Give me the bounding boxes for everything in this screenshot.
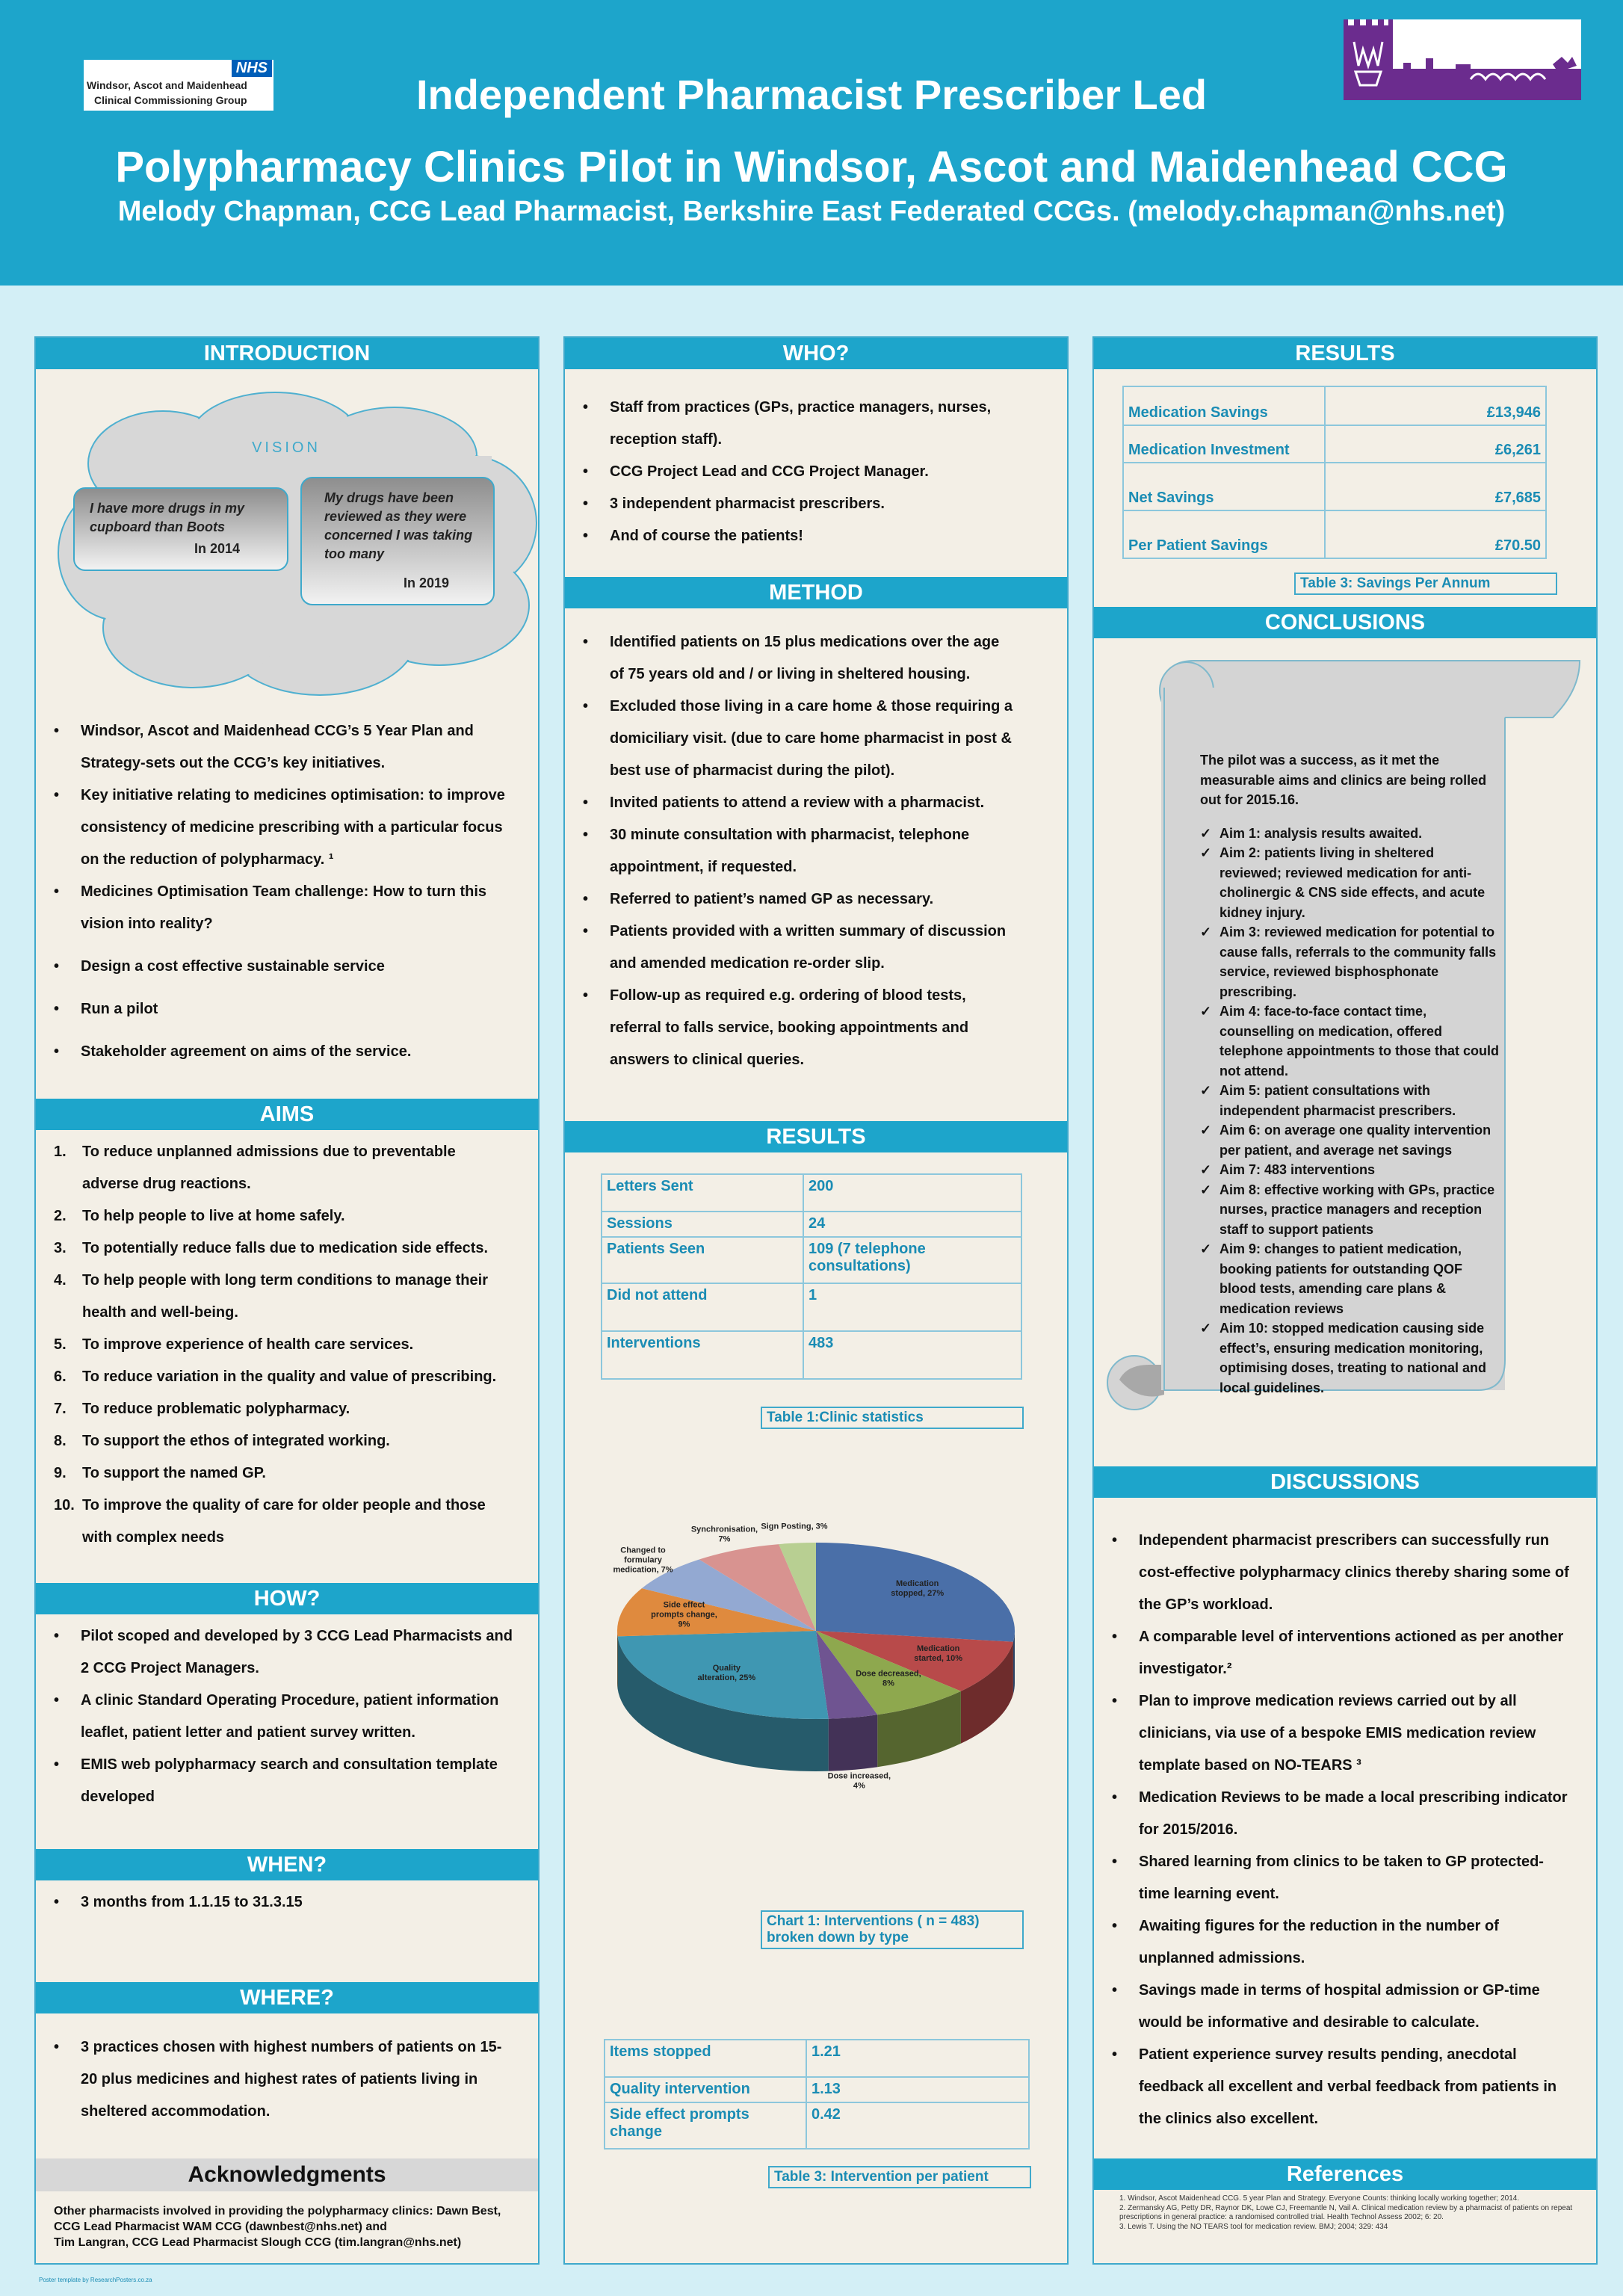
- chart1-caption: [761, 1910, 1024, 1949]
- footer-credit: Poster template by ResearchPosters.co.za: [39, 2277, 152, 2283]
- table-row: Items stopped 1.21: [605, 2040, 1029, 2077]
- poster-author: Melody Chapman, CCG Lead Pharmacist, Berkshire East Federated CCGs. (melody.chapman@nhs.net): [117, 196, 1506, 227]
- list-item: 9. To support the named GP.: [54, 1465, 266, 1481]
- list-item: • Follow-up as required e.g. ordering of blood tests, referral to falls service, booking appointments and answers to clinical queries.: [565, 980, 1013, 1076]
- list-item: ✓ Aim 9: changes to patient medication, booking patients for outstanding QOF blood tests, amending care plans & medication reviews: [1200, 1239, 1499, 1318]
- list-item: • Staff from practices (GPs, practice managers, nurses, reception staff).: [565, 392, 1013, 456]
- list-item: • Identified patients on 15 plus medications over the age of 75 years old and / or living in sheltered housing.: [565, 626, 1013, 691]
- acknowledgments-line1: Other pharmacists involved in providing the polypharmacy clinics: Dawn Best, CCG Lead Pharmacist WAM CCG (dawnbest@nhs.net) and: [54, 2205, 501, 2233]
- reference-item: 2. Zermansky AG, Petty DR, Raynor DK, Lowe CJ, Freemantle N, Vail A. Clinical medication review by a pharmacist of patients on repeat prescriptions in general practice: a randomised controlled trial. Health Technol Assess 2002; 6: 20.: [1119, 2203, 1573, 2221]
- list-item: 1. To reduce unplanned admissions due to preventable adverse drug reactions.: [54, 1144, 456, 1192]
- table3-caption: Table 3: Intervention per patient: [768, 2166, 1031, 2188]
- list-item: • A comparable level of interventions actioned as per another investigator.²: [1094, 1621, 1572, 1685]
- list-item: 10. To improve the quality of care for older people and those with complex needs: [54, 1497, 486, 1546]
- list-item: • A clinic Standard Operating Procedure, patient information leaflet, patient letter and patient survey written.: [36, 1685, 514, 1749]
- table1-caption: Table 1:Clinic statistics: [761, 1407, 1024, 1429]
- list-item: • Key initiative relating to medicines optimisation: to improve consistency of medicine prescribing with a particular focus on the reduction of polypharmacy. ¹: [36, 780, 507, 876]
- list-item: ✓ Aim 3: reviewed medication for potential to cause falls, referrals to the community falls service, reviewed bisphosphonate prescribing.: [1200, 922, 1499, 1002]
- conclusions-aims-list: [1200, 824, 1499, 1398]
- when-list: [36, 1886, 514, 1919]
- poster-title-line1: Independent Pharmacist Prescriber Led: [415, 71, 1208, 118]
- when-heading: WHEN?: [36, 1849, 538, 1880]
- who-list: [565, 392, 1013, 552]
- list-item: • Windsor, Ascot and Maidenhead CCG’s 5 Year Plan and Strategy-sets out the CCG’s key initiatives.: [36, 715, 507, 780]
- conclusions-heading: CONCLUSIONS: [1094, 607, 1596, 638]
- savings-caption: Table 3: Savings Per Annum: [1294, 573, 1557, 595]
- list-item: • Shared learning from clinics to be taken to GP protected-time learning event.: [1094, 1846, 1572, 1910]
- list-item: • Patient experience survey results pending, anecdotal feedback all excellent and verbal feedback from patients in the clinics also excellent.: [1094, 2039, 1572, 2135]
- table-row: Net Savings £7,685: [1123, 463, 1546, 510]
- list-item: • Savings made in terms of hospital admission or GP-time would be informative and desirable to calculate.: [1094, 1975, 1572, 2039]
- quote-2019: [300, 477, 495, 605]
- list-item: • Stakeholder agreement on aims of the service.: [36, 1036, 507, 1068]
- savings-table: [1122, 386, 1547, 559]
- list-item: • 3 months from 1.1.15 to 31.3.15: [36, 1886, 514, 1919]
- quote-2014-text: I have more drugs in my cupboard than Boots: [90, 501, 245, 534]
- discussions-heading: DISCUSSIONS: [1094, 1466, 1596, 1498]
- pie-label: Dose increased, 4%: [827, 1771, 891, 1791]
- interventions-pie-chart: [595, 1504, 1043, 1818]
- list-item: 6. To reduce variation in the quality and value of prescribing.: [54, 1368, 497, 1385]
- quote-2019-text: My drugs have been reviewed as they were concerned I was taking too many: [324, 490, 473, 561]
- table-row: Medication Savings £13,946: [1123, 386, 1546, 425]
- where-list: [36, 2031, 514, 2128]
- acknowledgments-line2: Tim Langran, CCG Lead Pharmacist Slough CCG (tim.langran@nhs.net): [54, 2236, 462, 2249]
- ccg-logo-line1: Windsor, Ascot and Maidenhead: [87, 79, 247, 91]
- list-item: 7. To reduce problematic polypharmacy.: [54, 1401, 350, 1417]
- list-item: • Medication Reviews to be made a local prescribing indicator for 2015/2016.: [1094, 1782, 1572, 1846]
- list-item: 8. To support the ethos of integrated working.: [54, 1433, 390, 1449]
- pie-label: Sign Posting, 3%: [761, 1522, 828, 1531]
- how-heading: HOW?: [36, 1583, 538, 1614]
- pie-label: Side effect prompts change, 9%: [651, 1600, 717, 1629]
- pie-slice-side: [617, 1631, 618, 1688]
- discussions-list: [1094, 1525, 1572, 2135]
- method-list: [565, 626, 1013, 1076]
- reference-item: 1. Windsor, Ascot Maidenhead CCG. 5 year Plan and Strategy. Everyone Counts: thinking locally working together; 2014.: [1119, 2194, 1520, 2203]
- pie-slice-side: [829, 1715, 877, 1771]
- table-row: Did not attend 1: [602, 1283, 1021, 1331]
- who-heading: WHO?: [565, 338, 1067, 369]
- list-item: • CCG Project Lead and CCG Project Manager.: [565, 456, 1013, 488]
- list-item: • Medicines Optimisation Team challenge: How to turn this vision into reality?: [36, 876, 507, 940]
- table-row: Per Patient Savings £70.50: [1123, 510, 1546, 558]
- list-item: 5. To improve experience of health care services.: [54, 1336, 414, 1353]
- list-item: • And of course the patients!: [565, 520, 1013, 552]
- table-row: Side effect prompts change 0.42: [605, 2102, 1029, 2149]
- conclusions-text: [1200, 750, 1499, 1398]
- reference-item: 3. Lewis T. Using the NO TEARS tool for medication review. BMJ; 2004; 329: 434: [1119, 2222, 1388, 2231]
- list-item: • 3 practices chosen with highest numbers of patients on 15-20 plus medicines and highest rates of patients living in sheltered accommodation.: [36, 2031, 514, 2128]
- pie-label: Medication started, 10%: [914, 1644, 963, 1664]
- method-heading: METHOD: [565, 577, 1067, 608]
- aims-heading: AIMS: [36, 1099, 538, 1130]
- list-item: • Independent pharmacist prescribers can successfully run cost-effective polypharmacy clinics thereby sharing some of the GP’s workload.: [1094, 1525, 1572, 1621]
- list-item: • Referred to patient’s named GP as necessary.: [565, 883, 1013, 916]
- list-item: • 30 minute consultation with pharmacist, telephone appointment, if requested.: [565, 819, 1013, 883]
- list-item: • EMIS web polypharmacy search and consultation template developed: [36, 1749, 514, 1813]
- list-item: ✓ Aim 1: analysis results awaited.: [1200, 824, 1499, 844]
- references-list: [1119, 2194, 1581, 2232]
- vision-label: VISION: [252, 439, 321, 456]
- results-savings-heading: RESULTS: [1094, 338, 1596, 369]
- list-item: ✓ Aim 5: patient consultations with independent pharmacist prescribers.: [1200, 1081, 1499, 1120]
- where-heading: WHERE?: [36, 1982, 538, 2013]
- list-item: 2. To help people to live at home safely.: [54, 1208, 345, 1224]
- poster-title-line2: Polypharmacy Clinics Pilot in Windsor, Ascot and Maidenhead CCG: [115, 143, 1508, 191]
- list-item: • Run a pilot: [36, 993, 507, 1025]
- chart1-caption-line2: broken down by type: [767, 1930, 909, 1945]
- list-item: ✓ Aim 8: effective working with GPs, practice nurses, practice managers and reception staff to support patients: [1200, 1180, 1499, 1240]
- references-heading: References: [1094, 2158, 1596, 2190]
- list-item: ✓ Aim 2: patients living in sheltered reviewed; reviewed medication for anti-cholinergic & CNS side effects, and acute kidney injury.: [1200, 843, 1499, 922]
- list-item: • Patients provided with a written summary of discussion and amended medication re-order slip.: [565, 916, 1013, 980]
- aims-list: [36, 1136, 514, 1554]
- quote-2014-year: In 2014: [194, 541, 241, 556]
- middle-column: [563, 336, 1069, 2265]
- pie-label: Synchronisation, 7%: [690, 1525, 758, 1544]
- pie-label: Dose decreased, 8%: [856, 1669, 921, 1688]
- table-row: Patients Seen 109 (7 telephone consultations): [602, 1237, 1021, 1283]
- list-item: ✓ Aim 7: 483 interventions: [1200, 1160, 1499, 1180]
- introduction-list: [36, 715, 507, 1068]
- results-heading: RESULTS: [565, 1121, 1067, 1152]
- list-item: • Excluded those living in a care home & those requiring a domiciliary visit. (due to care home pharmacist in post & best use of pharmacist during the pilot).: [565, 691, 1013, 787]
- intervention-per-patient-table: [604, 2039, 1030, 2150]
- ccg-logo-line2: Clinical Commissioning Group: [94, 94, 247, 106]
- acknowledgments-text: [54, 2203, 523, 2250]
- table-row: Quality intervention 1.13: [605, 2077, 1029, 2102]
- table-row: Letters Sent 200: [602, 1174, 1021, 1212]
- table-row: Interventions 483: [602, 1331, 1021, 1379]
- list-item: ✓ Aim 6: on average one quality intervention per patient, and average net savings: [1200, 1120, 1499, 1160]
- list-item: ✓ Aim 4: face-to-face contact time, counselling on medication, offered telephone appointments to those that could not attend.: [1200, 1002, 1499, 1081]
- quote-2014: [73, 487, 288, 571]
- table-row: Sessions 24: [602, 1212, 1021, 1237]
- list-item: • Plan to improve medication reviews carried out by all clinicians, via use of a bespoke EMIS medication review template based on NO-TEARS ³: [1094, 1685, 1572, 1782]
- list-item: • Invited patients to attend a review with a pharmacist.: [565, 787, 1013, 819]
- pie-label: Quality alteration, 25%: [697, 1664, 756, 1683]
- list-item: 4. To help people with long term conditions to manage their health and well-being.: [54, 1272, 488, 1321]
- pie-label: Medication stopped, 27%: [891, 1578, 945, 1598]
- castle-logo: [1344, 19, 1581, 100]
- table-row: Medication Investment £6,261: [1123, 425, 1546, 463]
- quote-2019-year: In 2019: [404, 575, 450, 590]
- list-item: • Pilot scoped and developed by 3 CCG Lead Pharmacists and 2 CCG Project Managers.: [36, 1620, 514, 1685]
- left-column: [34, 336, 540, 2265]
- chart1-caption-line1: Chart 1: Interventions ( n = 483): [767, 1913, 980, 1929]
- list-item: ✓ Aim 10: stopped medication causing side effect’s, ensuring medication monitoring, optimising doses, treating to national and local guidelines.: [1200, 1318, 1499, 1398]
- list-item: • Awaiting figures for the reduction in the number of unplanned admissions.: [1094, 1910, 1572, 1975]
- conclusions-lead: The pilot was a success, as it met the measurable aims and clinics are being rolled out for 2015.16.: [1200, 753, 1487, 807]
- list-item: • 3 independent pharmacist prescribers.: [565, 488, 1013, 520]
- how-list: [36, 1620, 514, 1813]
- clinic-stats-table: [601, 1173, 1022, 1380]
- pie-label: Changed to formulary medication, 7%: [613, 1546, 673, 1575]
- list-item: 3. To potentially reduce falls due to medication side effects.: [54, 1240, 489, 1256]
- list-item: • Design a cost effective sustainable service: [36, 951, 507, 983]
- introduction-heading: INTRODUCTION: [36, 338, 538, 369]
- nhs-badge: NHS: [232, 60, 272, 77]
- acknowledgments-heading: Acknowledgments: [36, 2158, 538, 2191]
